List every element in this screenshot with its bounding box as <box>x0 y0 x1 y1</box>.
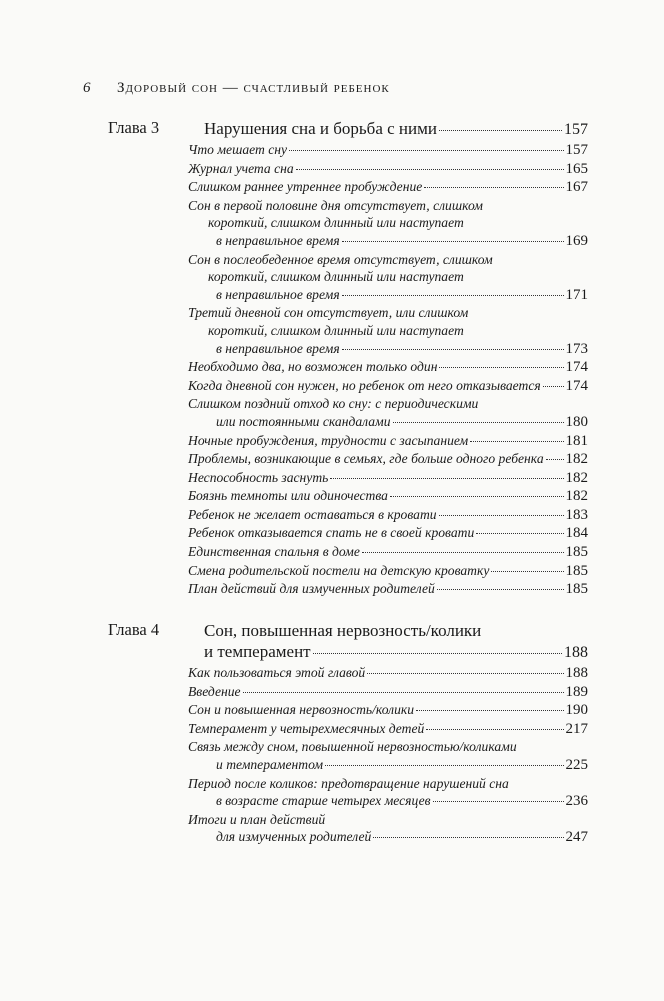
toc-entry-text: короткий, слишком длинный или наступает <box>208 215 464 231</box>
chapter-title[interactable]: Нарушения сна и борьба с ними 157 <box>204 119 588 138</box>
toc-entry-text: Слишком раннее утреннее пробуждение <box>188 179 423 195</box>
toc-entry-text: Ребенок не желает оставаться в кровати <box>188 506 437 522</box>
chapter-title-line1: Сон, повышенная нервозность/колики <box>204 621 482 640</box>
page-ref: 247 <box>565 829 588 846</box>
toc-entry[interactable] <box>188 543 588 562</box>
toc-entry-text: Проблемы, возникающие в семьях, где больше одного ребенка <box>188 451 544 467</box>
leader-dots <box>296 169 564 170</box>
toc-entry-text: Темперамент у четырехмесячных детей <box>188 720 425 736</box>
toc-entry-text: Боязнь темноты или одиночества <box>188 488 388 504</box>
page-ref: 236 <box>565 793 588 810</box>
leader-dots <box>476 533 563 534</box>
chapter-title[interactable]: и темперамент 188 <box>204 642 588 661</box>
toc-entry[interactable] <box>188 304 588 358</box>
page-ref: 184 <box>565 525 588 542</box>
toc-entry-text: Введение <box>188 683 241 699</box>
page-ref: 174 <box>565 377 588 394</box>
leader-dots <box>313 653 562 654</box>
page-ref: 185 <box>565 544 588 561</box>
toc-entry-text: короткий, слишком длинный или наступает <box>208 322 464 338</box>
page-ref: 157 <box>565 142 588 158</box>
toc-entry[interactable] <box>188 701 588 720</box>
page-ref: 182 <box>565 488 588 505</box>
toc-entry[interactable] <box>188 487 588 506</box>
toc-entry-text: для измученных родителей <box>216 829 372 845</box>
toc-entry[interactable] <box>188 432 588 451</box>
leader-dots <box>439 515 564 516</box>
page-ref: 182 <box>565 469 588 486</box>
toc-entry[interactable] <box>188 775 588 811</box>
leader-dots <box>491 571 563 572</box>
page-ref: 165 <box>565 160 588 177</box>
toc-entry[interactable] <box>188 562 588 581</box>
toc-entry[interactable] <box>188 395 588 431</box>
toc-entry-text: План действий для измученных родителей <box>188 581 435 597</box>
toc-entry[interactable] <box>188 358 588 377</box>
toc-entry-text: Итоги и план действий <box>188 811 326 827</box>
toc-entry-text: Сон в послеобеденное время отсутствует, слишком <box>188 251 493 267</box>
page-ref: 217 <box>565 720 588 737</box>
chapter-label: Глава 4 <box>108 620 160 639</box>
leader-dots <box>424 187 563 188</box>
leader-dots <box>546 459 564 460</box>
page-ref: 169 <box>565 232 588 249</box>
toc-entry-text: в неправильное время <box>216 232 340 248</box>
page-ref: 188 <box>565 665 588 681</box>
running-title: Здоровый сон — счастливый ребенок <box>117 80 390 96</box>
leader-dots <box>470 441 563 442</box>
leader-dots <box>330 478 563 479</box>
leader-dots <box>362 552 564 553</box>
leader-dots <box>367 673 563 674</box>
chapter-label: Глава 3 <box>108 118 160 137</box>
leader-dots <box>325 765 563 766</box>
toc-entry-text: Как пользоваться этой главой <box>188 665 366 680</box>
leader-dots <box>342 241 564 242</box>
leader-dots <box>289 150 563 151</box>
page-ref: 182 <box>565 451 588 468</box>
leader-dots <box>342 295 564 296</box>
toc-entry-text: Единственная спальня в доме <box>188 544 360 560</box>
toc-entry[interactable] <box>188 664 588 683</box>
toc-entry[interactable] <box>188 524 588 543</box>
leader-dots <box>416 710 563 711</box>
page-ref: 167 <box>565 179 588 196</box>
toc-entry[interactable] <box>188 160 588 179</box>
toc-entry-text: Неспособность заснуть <box>188 469 329 485</box>
toc-entry-text: Необходимо два, но возможен только один <box>188 359 438 375</box>
leader-dots <box>439 367 563 368</box>
toc-entry-text: короткий, слишком длинный или наступает <box>208 269 464 285</box>
toc-entry-text: или постоянными скандалами <box>216 413 391 429</box>
toc-entry[interactable] <box>188 720 588 739</box>
leader-dots <box>543 386 564 387</box>
chapter-4-entries <box>188 664 588 847</box>
page-ref: 225 <box>565 756 588 773</box>
toc-entry-text: Период после коликов: предотвращение нарушений сна <box>188 775 509 791</box>
page-ref: 157 <box>564 121 588 138</box>
toc-entry-text: Ночные пробуждения, трудности с засыпанием <box>188 432 469 448</box>
toc-entry-text: и темпераментом <box>216 756 324 772</box>
leader-dots <box>373 837 563 838</box>
page-ref: 183 <box>565 506 588 523</box>
page-ref: 174 <box>565 359 588 376</box>
chapter-3-entries <box>188 141 588 599</box>
toc-entry-text: Слишком поздний отход ко сну: с периодическими <box>188 396 479 412</box>
leader-dots <box>393 422 564 423</box>
page-number: 6 <box>83 80 92 96</box>
toc-entry-text: Сон в первой половине дня отсутствует, слишком <box>188 197 483 213</box>
page-ref: 189 <box>565 683 588 700</box>
toc-entry-text: Журнал учета сна <box>188 160 294 176</box>
toc-entry-text: в неправильное время <box>216 340 340 356</box>
toc-entry[interactable] <box>188 683 588 702</box>
toc-entry-text: Смена родительской постели на детскую кроватку <box>188 562 490 578</box>
toc-entry-text: Что мешает сну <box>188 142 288 157</box>
page-ref: 188 <box>564 644 588 661</box>
page-ref: 173 <box>565 340 588 357</box>
toc-entry[interactable] <box>188 738 588 774</box>
toc-entry[interactable] <box>188 469 588 488</box>
leader-dots <box>439 130 562 131</box>
toc-entry-text: Когда дневной сон нужен, но ребенок от него отказывается <box>188 377 541 393</box>
page-ref: 171 <box>565 286 588 303</box>
toc-entry-text: Сон и повышенная нервозность/колики <box>188 702 415 718</box>
toc-entry[interactable] <box>188 811 588 847</box>
leader-dots <box>342 349 564 350</box>
leader-dots <box>426 729 563 730</box>
toc-entry-text: Связь между сном, повышенной нервозностью/коликами <box>188 739 517 755</box>
page-ref: 180 <box>565 413 588 430</box>
page-ref: 185 <box>565 581 588 598</box>
leader-dots <box>243 692 564 693</box>
toc-entry[interactable] <box>188 251 588 305</box>
toc-entry-text: в возрасте старше четырех месяцев <box>216 793 431 809</box>
leader-dots <box>437 589 564 590</box>
page-ref: 181 <box>565 432 588 449</box>
toc-entry[interactable] <box>188 178 588 197</box>
toc-entry[interactable] <box>188 450 588 469</box>
toc-entry[interactable] <box>188 377 588 396</box>
page-ref: 190 <box>565 702 588 719</box>
leader-dots <box>390 496 564 497</box>
toc-entry[interactable] <box>188 580 588 599</box>
toc-entry-text: Третий дневной сон отсутствует, или слишком <box>188 305 469 321</box>
toc-entry[interactable] <box>188 506 588 525</box>
toc-entry-text: Ребенок отказывается спать не в своей кровати <box>188 525 475 541</box>
leader-dots <box>433 801 564 802</box>
toc-entry[interactable] <box>188 197 588 251</box>
page-ref: 185 <box>565 562 588 579</box>
running-header <box>83 80 603 97</box>
toc-entry[interactable] <box>188 141 588 160</box>
toc-entry-text: в неправильное время <box>216 286 340 302</box>
